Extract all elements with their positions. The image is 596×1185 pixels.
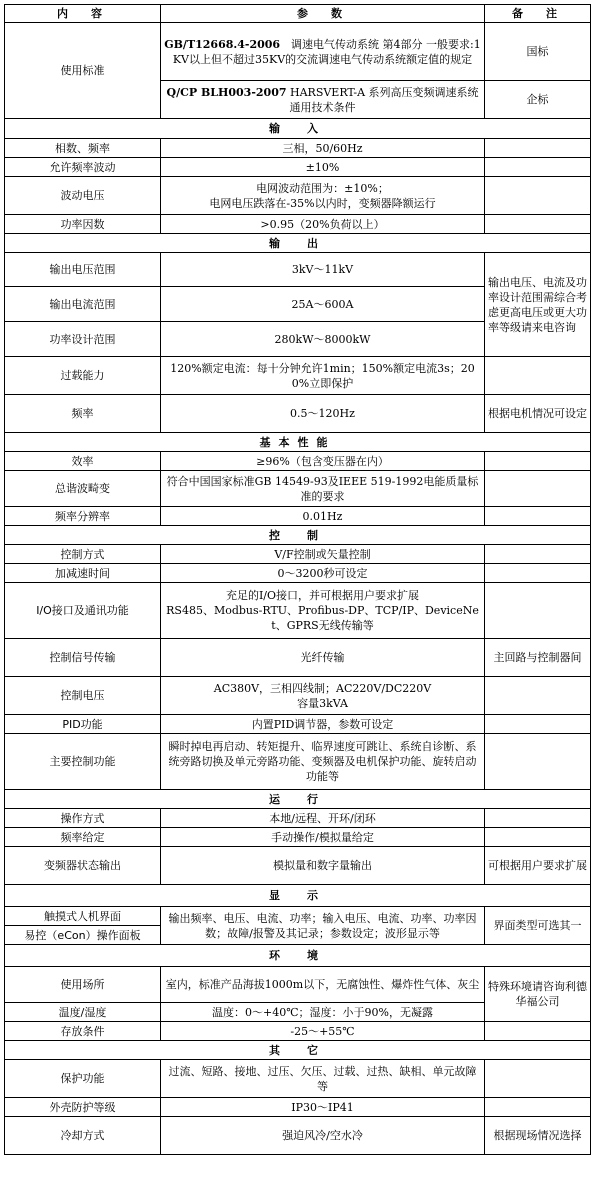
ctrl-io-value (161, 583, 485, 639)
ctrl-cv-line-1: AC380V，三相四线制；AC220V/DC220V (213, 681, 432, 695)
input-freq-fluct-name: 允许频率波动 (5, 158, 161, 177)
other-cool-value: 强迫风冷/空水冷 (161, 1117, 485, 1155)
standard-1-code: GB/T12668.4-2006 (164, 37, 281, 51)
env-temp-name: 温度/湿度 (5, 1003, 161, 1022)
section-row (5, 234, 591, 253)
output-overload-value: 120%额定电流：每十分钟允许1min；150%额定电流3s；200%立即保护 (161, 357, 485, 395)
perf-thd-value: 符合中国国家标准GB 14549-93及IEEE 519-1992电能质量标准的要求 (161, 471, 485, 507)
section-row (5, 945, 591, 967)
empty-note (485, 158, 591, 177)
section-environment: 环 境 (5, 945, 591, 967)
ctrl-io-name: I/O接口及通讯功能 (5, 583, 161, 639)
op-status-note: 可根据用户要求扩展 (485, 847, 591, 885)
ctrl-pid-name: PID功能 (5, 715, 161, 734)
section-row (5, 790, 591, 809)
empty-note (485, 715, 591, 734)
output-voltage-name: 输出电压范围 (5, 253, 161, 287)
empty-note (485, 1022, 591, 1041)
ctrl-mode-value: V/F控制或矢量控制 (161, 545, 485, 564)
empty-note (485, 471, 591, 507)
ctrl-cv-line-2: 容量3kVA (297, 696, 348, 710)
section-other: 其 它 (5, 1041, 591, 1060)
ctrl-cv-value (161, 677, 485, 715)
table-row (5, 564, 591, 583)
empty-note (485, 357, 591, 395)
table-row (5, 545, 591, 564)
table-row (5, 253, 591, 287)
standard-1-text: 调速电气传动系统 第4部分 一般要求:1KV以上但不超过35KV的交流调速电气传动系统额定值的规定 (172, 37, 481, 66)
section-display: 显 示 (5, 885, 591, 907)
table-row (5, 583, 591, 639)
op-status-name: 变频器状态输出 (5, 847, 161, 885)
input-freq-fluct-value: ±10% (161, 158, 485, 177)
output-voltage-value: 3kV～11kV (161, 253, 485, 287)
op-freq-set-value: 手动操作/模拟量给定 (161, 828, 485, 847)
display-value: 输出频率、电压、电流、功率；输入电压、电流、功率、功率因数；故障/报警及其记录；参数设定；波形显示等 (161, 907, 485, 945)
op-mode-value: 本地/远程、开环/闭环 (161, 809, 485, 828)
other-prot-value: 过流、短路、接地、过压、欠压、过载、过热、缺相、单元故障等 (161, 1060, 485, 1098)
ctrl-io-line-1: 充足的I/O接口，并可根据用户要求扩展 (225, 589, 420, 602)
output-power-name: 功率设计范围 (5, 322, 161, 357)
display-note: 界面类型可选其一 (485, 907, 591, 945)
empty-note (485, 1060, 591, 1098)
ctrl-mode-name: 控制方式 (5, 545, 161, 564)
env-site-value: 室内，标准产品海拔1000m以下，无腐蚀性、爆炸性气体、灰尘 (161, 967, 485, 1003)
ctrl-accel-value: 0～3200秒可设定 (161, 564, 485, 583)
empty-note (485, 677, 591, 715)
table-row (5, 677, 591, 715)
empty-note (485, 545, 591, 564)
header-item: 内 容 (5, 5, 161, 23)
table-row (5, 395, 591, 433)
empty-note (485, 507, 591, 526)
input-volt-fluct-value (161, 177, 485, 215)
empty-note (485, 1098, 591, 1117)
table-row (5, 967, 591, 1003)
standard-1-note: 国标 (485, 23, 591, 81)
section-row (5, 885, 591, 907)
empty-note (485, 583, 591, 639)
other-ip-value: IP30～IP41 (161, 1098, 485, 1117)
perf-eff-name: 效率 (5, 452, 161, 471)
table-row (5, 139, 591, 158)
other-cool-name: 冷却方式 (5, 1117, 161, 1155)
spec-table (4, 4, 591, 1155)
output-overload-name: 过载能力 (5, 357, 161, 395)
output-power-value: 280kW～8000kW (161, 322, 485, 357)
output-freq-name: 频率 (5, 395, 161, 433)
table-row (5, 907, 591, 926)
op-status-value: 模拟量和数字量输出 (161, 847, 485, 885)
table-row (5, 715, 591, 734)
table-row (5, 357, 591, 395)
section-row (5, 433, 591, 452)
standard-1-value (161, 23, 485, 81)
ctrl-signal-name: 控制信号传输 (5, 639, 161, 677)
table-row (5, 1117, 591, 1155)
header-note: 备 注 (485, 5, 591, 23)
empty-note (485, 564, 591, 583)
output-range-note: 输出电压、电流及功率设计范围需综合考虑更高电压或更大功率等级请来电咨询 (485, 253, 591, 357)
ctrl-main-value: 瞬时掉电再启动、转矩提升、临界速度可跳让、系统自诊断、系统旁路切换及单元旁路功能、变频器及电机保护功能、旋转启动功能等 (161, 734, 485, 790)
table-row (5, 158, 591, 177)
other-prot-name: 保护功能 (5, 1060, 161, 1098)
section-operation: 运 行 (5, 790, 591, 809)
table-row (5, 828, 591, 847)
table-row (5, 23, 591, 81)
standard-name: 使用标准 (5, 23, 161, 119)
env-storage-name: 存放条件 (5, 1022, 161, 1041)
section-row (5, 1041, 591, 1060)
display-econ-name: 易控（eCon）操作面板 (5, 926, 161, 945)
section-input: 输 入 (5, 119, 591, 139)
table-row (5, 639, 591, 677)
empty-note (485, 177, 591, 215)
perf-res-value: 0.01Hz (161, 507, 485, 526)
input-pf-name: 功率因数 (5, 215, 161, 234)
ctrl-accel-name: 加减速时间 (5, 564, 161, 583)
empty-note (485, 139, 591, 158)
empty-note (485, 734, 591, 790)
other-cool-note: 根据现场情况选择 (485, 1117, 591, 1155)
empty-note (485, 809, 591, 828)
empty-note (485, 215, 591, 234)
section-row (5, 526, 591, 545)
ctrl-io-line-2: RS485、Modbus-RTU、Profibus-DP、TCP/IP、DeviceNet、GPRS无线传输等 (166, 604, 479, 632)
header-param: 参 数 (161, 5, 485, 23)
input-phase-value: 三相，50/60Hz (161, 139, 485, 158)
standard-2-code: Q/CP BLH003-2007 (166, 85, 287, 99)
standard-2-note: 企标 (485, 81, 591, 119)
perf-eff-value: ≥96%（包含变压器在内） (161, 452, 485, 471)
perf-thd-name: 总谐波畸变 (5, 471, 161, 507)
table-row (5, 847, 591, 885)
env-site-name: 使用场所 (5, 967, 161, 1003)
table-row (5, 177, 591, 215)
table-row (5, 1098, 591, 1117)
input-phase-name: 相数、频率 (5, 139, 161, 158)
ctrl-signal-note: 主回路与控制器间 (485, 639, 591, 677)
table-row (5, 734, 591, 790)
table-row (5, 1060, 591, 1098)
perf-res-name: 频率分辨率 (5, 507, 161, 526)
op-freq-set-name: 频率给定 (5, 828, 161, 847)
input-volt-fluct-line-1: 电网波动范围为：±10%； (256, 181, 389, 195)
section-performance: 基本性能 (5, 433, 591, 452)
standard-2-text: HARSVERT-A 系列高压变频调速系统通用技术条件 (286, 85, 479, 114)
empty-note (485, 452, 591, 471)
output-freq-note: 根据电机情况可设定 (485, 395, 591, 433)
table-row (5, 507, 591, 526)
table-row (5, 809, 591, 828)
ctrl-signal-value: 光纤传输 (161, 639, 485, 677)
ctrl-cv-name: 控制电压 (5, 677, 161, 715)
env-storage-value: -25～+55℃ (161, 1022, 485, 1041)
table-row (5, 1022, 591, 1041)
standard-2-value (161, 81, 485, 119)
output-current-name: 输出电流范围 (5, 287, 161, 322)
section-row (5, 119, 591, 139)
header-row (5, 5, 591, 23)
input-pf-value: >0.95（20%负荷以上） (161, 215, 485, 234)
other-ip-name: 外壳防护等级 (5, 1098, 161, 1117)
env-temp-value: 温度：0～+40℃；湿度：小于90%，无凝露 (161, 1003, 485, 1022)
section-output: 输 出 (5, 234, 591, 253)
input-volt-fluct-name: 波动电压 (5, 177, 161, 215)
display-touch-name: 触摸式人机界面 (5, 907, 161, 926)
table-row (5, 471, 591, 507)
input-volt-fluct-line-2: 电网电压跌落在-35%以内时，变频器降额运行 (209, 196, 436, 210)
env-note: 特殊环境请咨询利德华福公司 (485, 967, 591, 1022)
op-mode-name: 操作方式 (5, 809, 161, 828)
table-row (5, 215, 591, 234)
output-freq-value: 0.5～120Hz (161, 395, 485, 433)
ctrl-main-name: 主要控制功能 (5, 734, 161, 790)
table-row (5, 452, 591, 471)
ctrl-pid-value: 内置PID调节器，参数可设定 (161, 715, 485, 734)
section-control: 控 制 (5, 526, 591, 545)
empty-note (485, 828, 591, 847)
output-current-value: 25A～600A (161, 287, 485, 322)
